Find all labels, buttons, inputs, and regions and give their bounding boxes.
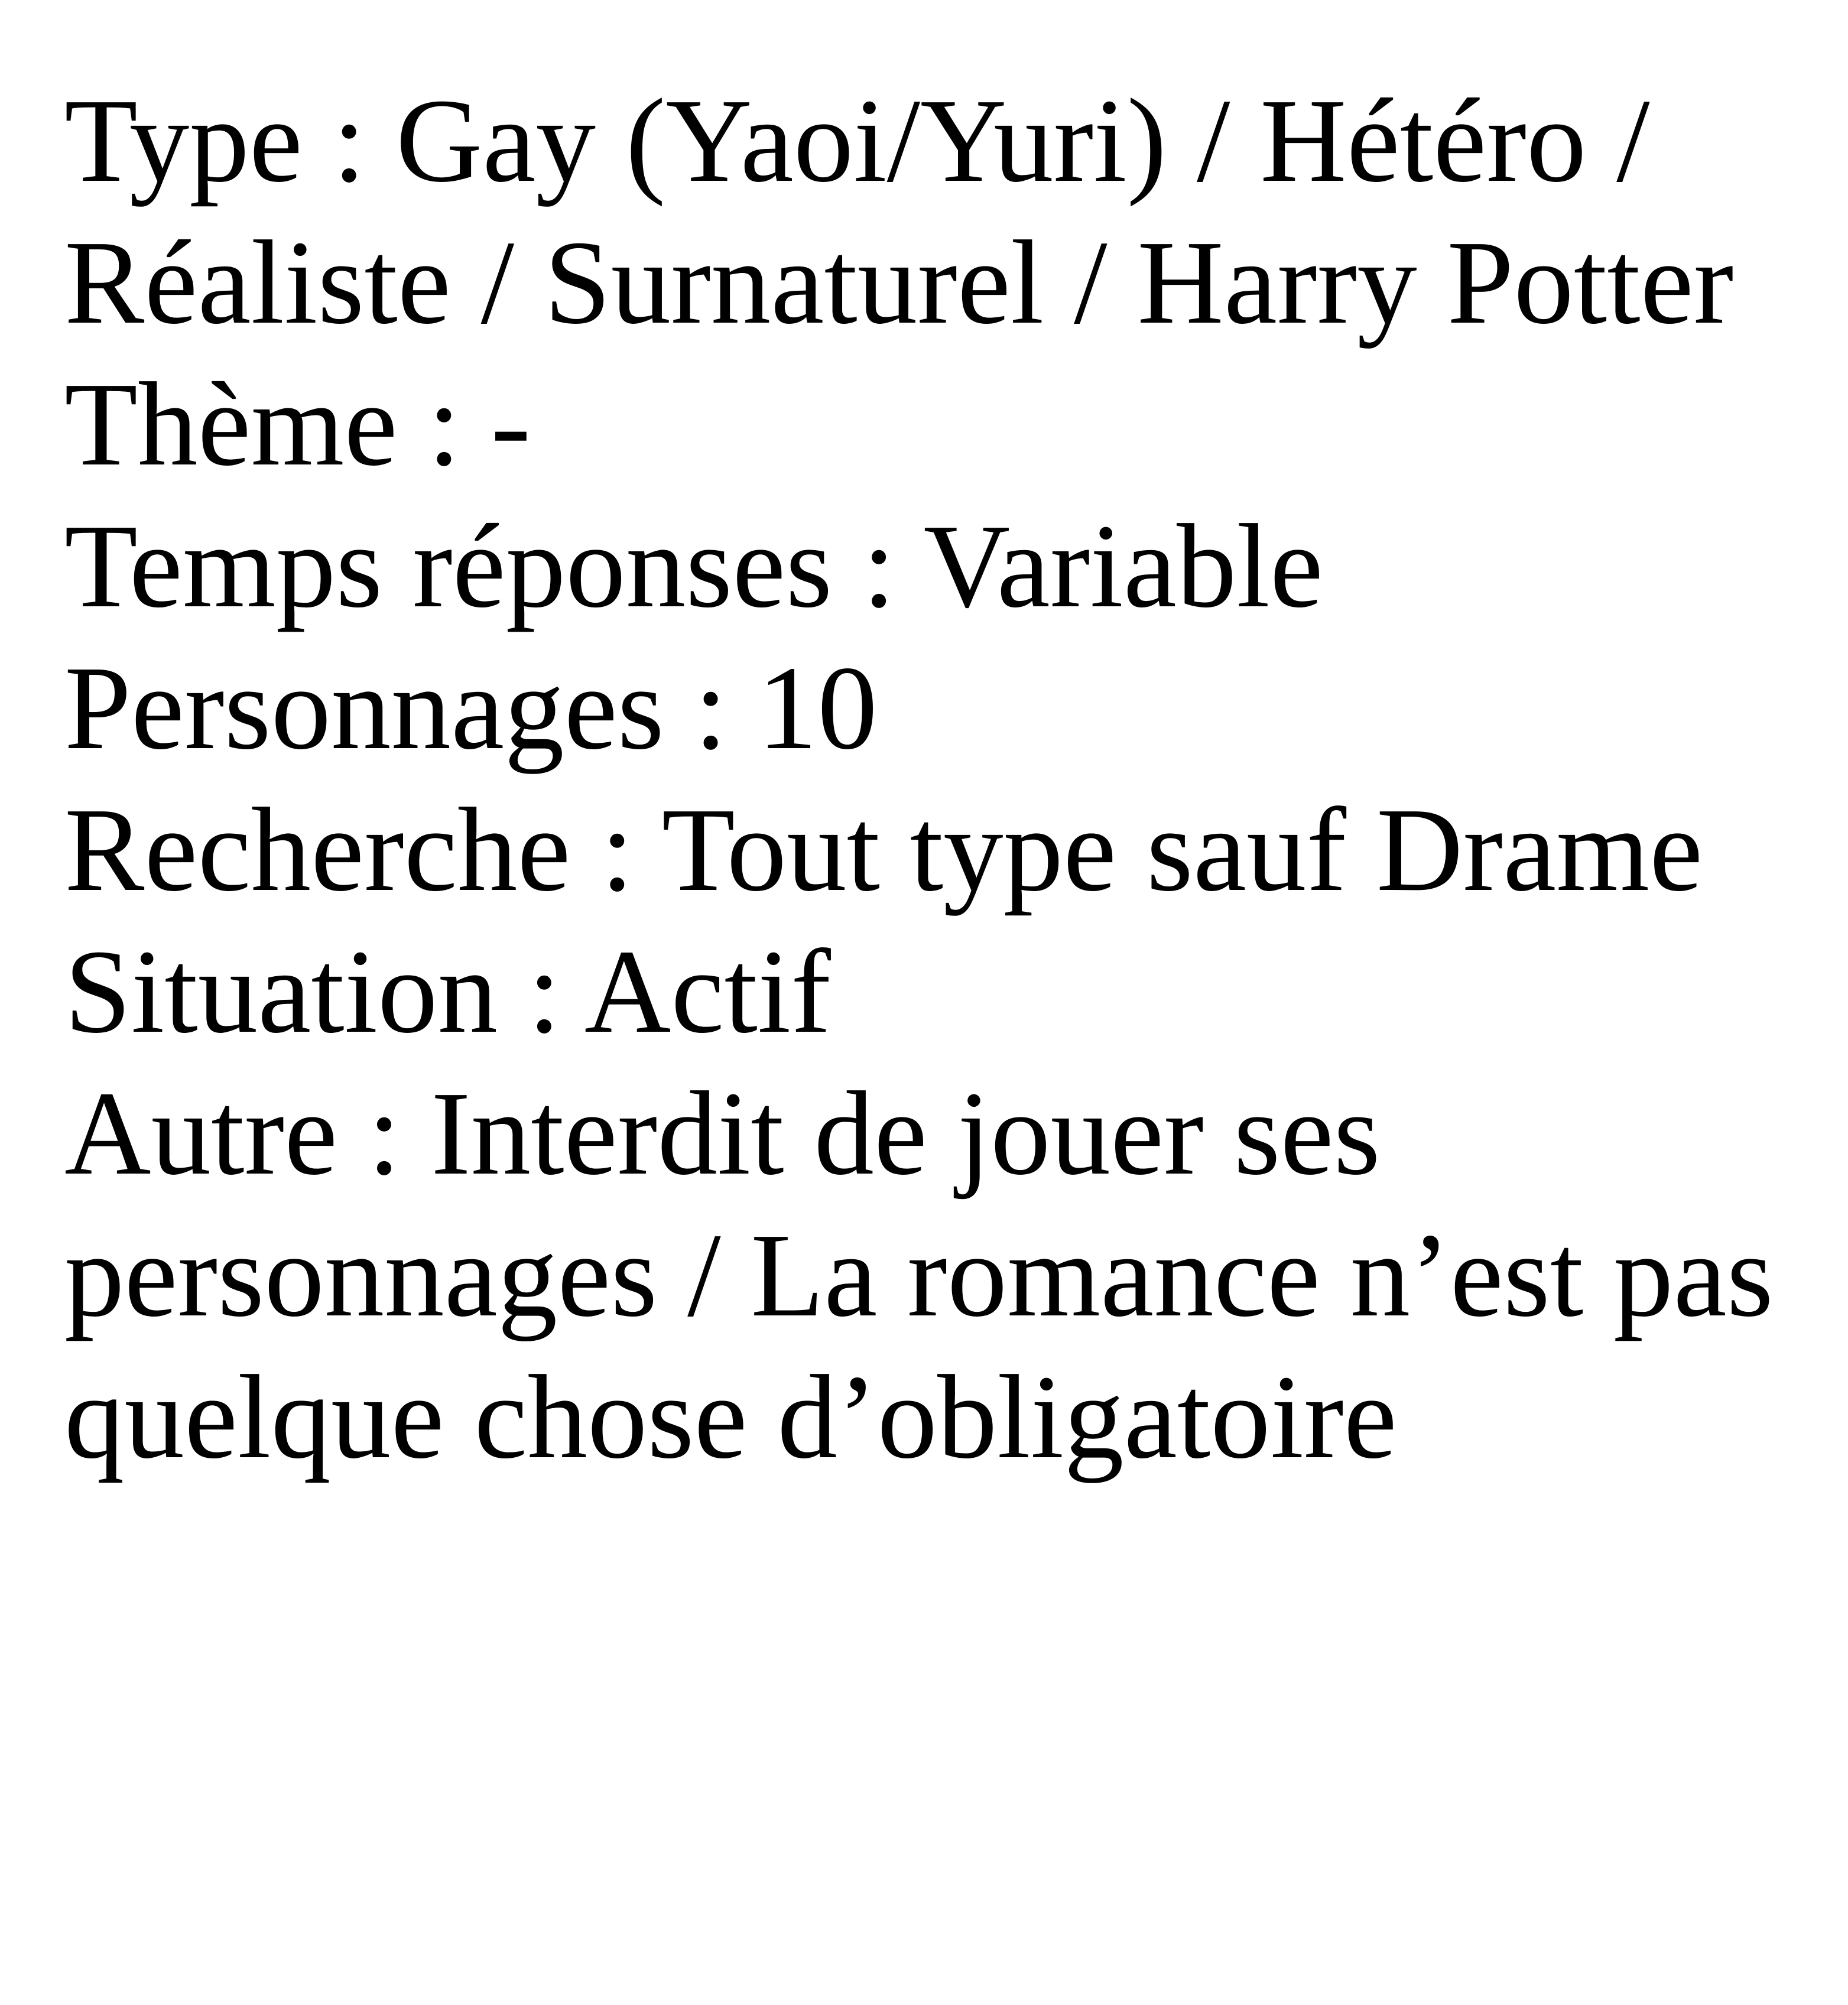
response-time-line: Temps réponses : Variable — [64, 499, 1323, 632]
theme-line: Thème : - — [64, 358, 531, 490]
other-line-3: quelque chose d’obligatoire — [64, 1350, 1397, 1483]
search-line: Recherche : Tout type sauf Drame — [64, 783, 1703, 916]
document-body — [64, 70, 1814, 1488]
characters-line: Personnages : 10 — [64, 641, 878, 774]
other-line-1: Autre : Interdit de jouer ses — [64, 1067, 1381, 1200]
type-line-1: Type : Gay (Yaoi/Yuri) / Hétéro / — [64, 74, 1650, 207]
other-line-2: personnages / La romance n’est pas — [64, 1208, 1774, 1341]
status-line: Situation : Actif — [64, 925, 831, 1058]
type-line-2: Réaliste / Surnaturel / Harry Potter — [64, 216, 1734, 349]
